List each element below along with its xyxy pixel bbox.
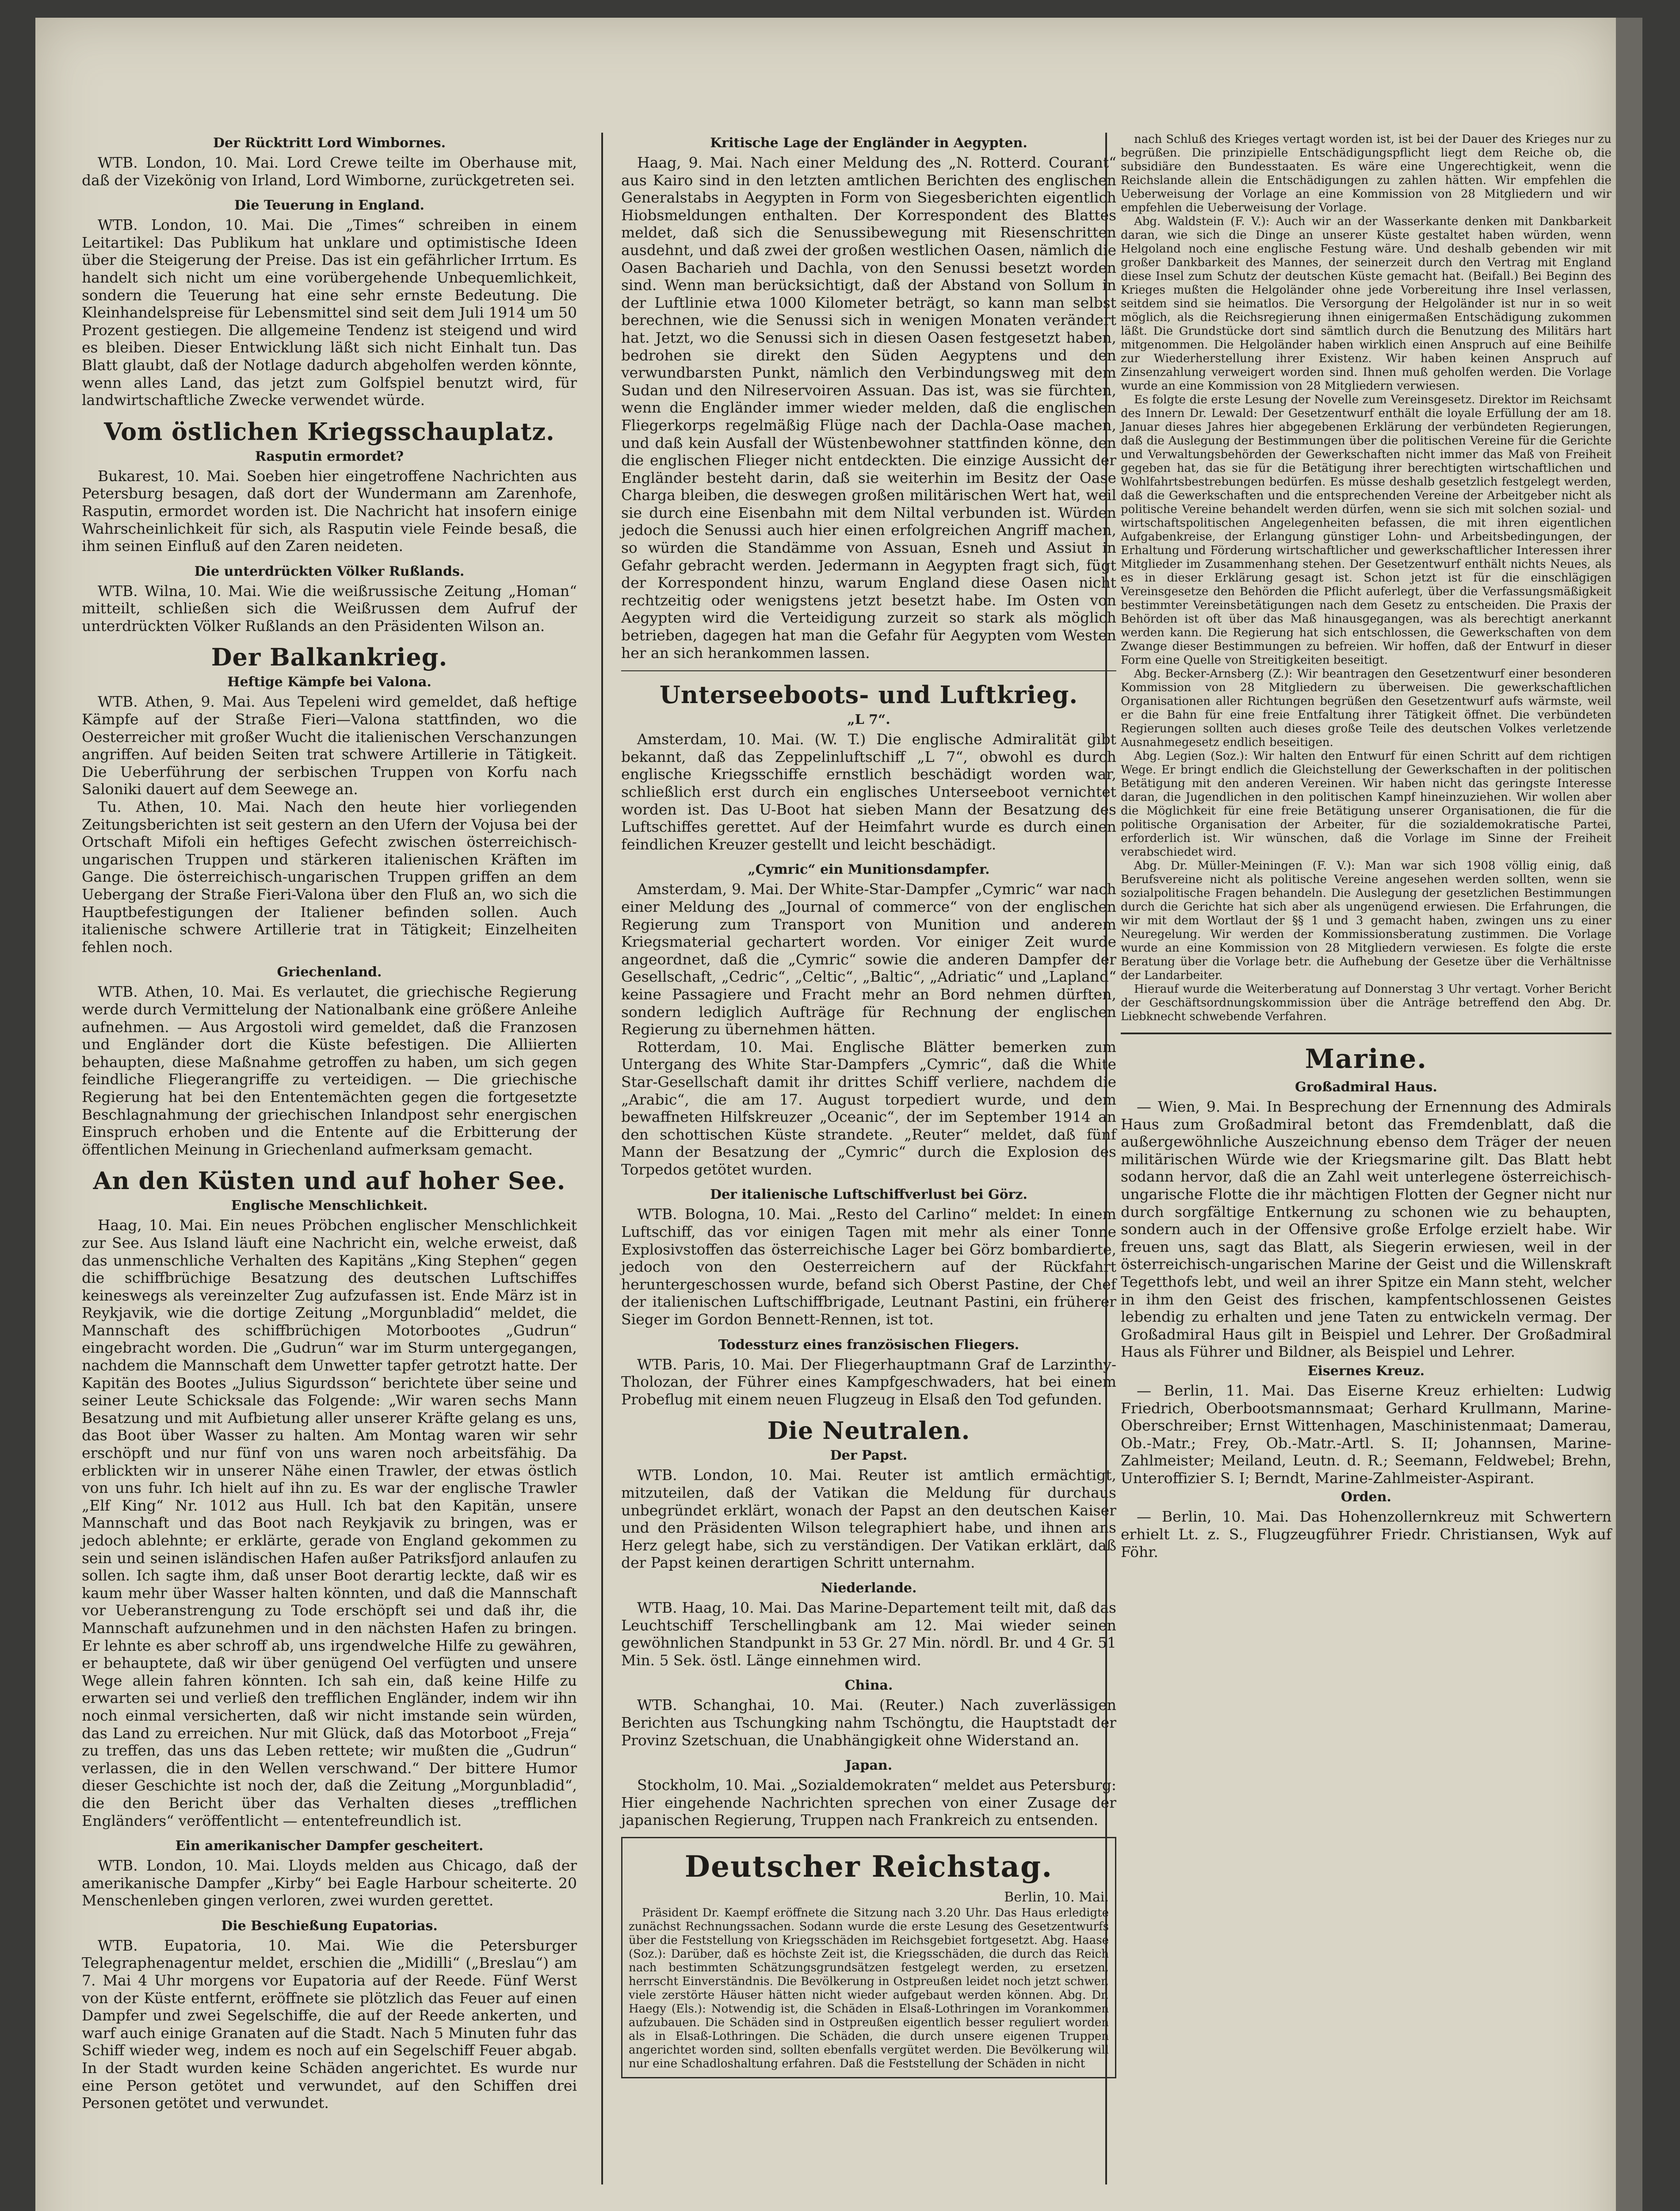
article-text: — Wien, 9. Mai. In Besprechung der Ernennung des Admirals Haus zum Großadmiral betont das Fremdenblatt, daß die außergewöhnliche Auszeichnung ebenso dem Träger der neuen militärischen Würde wie der Kriegsmarine gilt. Das Blatt hebt sodann hervor, daß die an Zahl weit unterlegene österreichisch-ungarische Flotte die ihr mächtigen Flotten der Gegner nicht nur durch sorgfältige Entkernung zu schonen wie zu behaupten, sondern auch in der Offensive große Erfolge erzielt habe. Wir freuen uns, sagt das Blatt, als Siegerin erwiesen, weil in der österreichisch-ungarischen Marine der Geist und die Willenskraft Tegetthofs lebt, und weil an ihrer Spitze ein Mann steht, welcher in ihm den Geist des frischen, kampfentschlossenen Geistes lebendig zu erhalten und jene Taten zu entwickeln vermag. Der Großadmiral Haus gilt in Beispiel und Lehrer. Der Großadmiral Haus als Führer und Bildner, als Beispiel und Lehrer. <box>1121 1098 1611 1361</box>
article-text: Haag, 9. Mai. Nach einer Meldung des „N. Rotterd. Courant“ aus Kairo sind in den letzten amtlichen Berichten des englischen Generalstabs in Aegypten in Form von Siegesberichten eigentlich Hiobsmeldungen enthalten. Der Korrespondent des Blattes meldet, daß sich die Senussibewegung mit Riesenschritten ausdehnt, und daß zwei der großen westlichen Oasen, nämlich die Oasen Bacharieh und Dachla, von den Senussi besetzt worden sind. Wenn man berücksichtigt, daß der Abstand von Sollum in der Luftlinie etwa 1000 Kilometer beträgt, so kann man selbst berechnen, wie die Senussi sich in wenigen Monaten verändert hat. Jetzt, wo die Senussi sich in diesen Oasen festgesetzt haben, bedrohen sie direkt den Süden Aegyptens und den verwundbarsten Punkt, nämlich den Verbindungsweg mit dem Sudan und den Nilreservoiren Assuan. Das ist, was sie fürchten, wenn die Engländer immer wieder melden, daß die englischen Fliegerkorps regelmäßig Flüge nach der Dachla-Oase machen, und daß kein Ausfall der Wüstenbewohner stattfinden könne, den die englischen Flieger nicht entdeckten. Die einzige Aussicht der Engländer besteht darin, daß sie weiterhin im Besitz der Oase Charga bleiben, die deswegen großen militärischen Wert hat, weil sie durch eine Eisenbahn mit dem Niltal verbunden ist. Würden jedoch die Senussi auch hier einen erfolgreichen Angriff machen, so würden die Standämme von Assuan, Esneh und Assiut in Gefahr gebracht werden. Jedermann in Aegypten fragt sich, fügt der Korrespondent hinzu, warum England diese Oasen nicht rechtzeitig oder wenigstens jetzt besetzt habe. Im Osten von Aegypten wird die Verteidigung zurzeit so stark als möglich betrieben, dagegen hat man die Gefahr für Aegypten vom Westen her an sich herankommen lassen. <box>621 154 1116 662</box>
column-divider-1 <box>601 133 603 2184</box>
headline: Die Teuerung in England. <box>234 198 425 214</box>
article-flieger <box>621 1336 1116 1408</box>
article-text: WTB. Athen, 9. Mai. Aus Tepeleni wird gemeldet, daß heftige Kämpfe auf der Straße Fieri—Valona stattfinden, wo die Oesterreicher mit großer Wucht die italienischen Verschanzungen angriffen. Auf beiden Seiten trat schwere Artillerie in Tätigkeit. Die Ueberführung der serbischen Truppen von Korfu nach Saloniki dauert auf dem Seewege an. <box>82 693 577 798</box>
article-text: WTB. London, 10. Mai. Die „Times“ schreiben in einem Leitartikel: Das Publikum hat unklare und optimistische Ideen über die Steigerung der Preise. Das ist ein gefährlicher Irrtum. Es handelt sich nicht um eine vorübergehende Unbequemlichkeit, sondern die Teuerung hat eine sehr ernste Bedeutung. Die Kleinhandelspreise für Lebensmittel sind seit dem Juli 1914 um 50 Prozent gestiegen. Die allgemeine Tendenz ist steigend und wird es bleiben. Dieser Entwicklung läßt sich nicht Einhalt tun. Das Blatt glaubt, daß der Notlage dadurch abgeholfen werden könnte, wenn alles Land, das jetzt zum Golfspiel benutzt wird, für landwirtschaftliche Zwecke verwendet würde. <box>82 216 577 409</box>
headline: Die unterdrückten Völker Rußlands. <box>194 563 465 579</box>
reichstag-continued: Abg. Waldstein (F. V.): Auch wir an der Wasserkante denken mit Dankbarkeit daran, wie sich die Dinge an unserer Küste gestaltet haben würden, wenn Helgoland noch eine englische Festung wäre. Und deshalb gebenden wir mit großer Dankbarkeit des Mannes, der seinerzeit durch den Vertrag mit England diese Insel zum Schutz der deutschen Küste gemacht hat. (Beifall.) Bei Beginn des Krieges mußten die Helgoländer ohne jede Vorbereitung ihre Insel verlassen, seitdem sind sie heimatlos. Die Versorgung der Helgoländer ist nur in so weit möglich, als die Reichsregierung ihnen einigermaßen Entschädigung zukommen läßt. Die Grundstücke dort sind sämtlich durch die Benutzung des Militärs hart mitgenommen. Die Helgoländer haben wirklich einen Anspruch auf eine Beihilfe zur Wiederherstellung ihrer Existenz. Wir haben keinen Anspruch auf Zinsenzahlung verweigert worden sind. Ihnen muß geholfen werden. Die Vorlage wurde an eine Kommission von 28 Mitgliedern verwiesen. <box>1121 215 1611 393</box>
article-eupatoria <box>82 1917 577 2112</box>
article-text: WTB. London, 10. Mai. Lloyds melden aus Chicago, daß der amerikanische Dampfer „Kirby“ bei Eagle Harbour scheiterte. 20 Menschenleben gingen verloren, zwei wurden gerettet. <box>82 1857 577 1909</box>
article-text: WTB. London, 10. Mai. Reuter ist amtlich ermächtigt, mitzuteilen, daß der Vatikan die Meldung für durchaus unbegründet erklärt, wonach der Papst an den deutschen Kaiser und den Präsidenten Wilson telegraphiert habe, und ihnen ans Herz gelegt habe, sich zu verständigen. Der Vatikan erklärt, daß der Papst keinen derartigen Schritt unternahm. <box>621 1466 1116 1572</box>
article-aegypten <box>621 134 1116 662</box>
headline: China. <box>844 1678 893 1694</box>
article-russland <box>82 563 577 635</box>
headline: Todessturz eines französischen Fliegers. <box>718 1337 1019 1353</box>
article-text: WTB. Haag, 10. Mai. Das Marine-Departement teilt mit, daß das Leuchtschiff Terschellingbank am 12. Mai wieder seinen gewöhnlichen Standpunkt in 53 Gr. 27 Min. nördl. Br. und 4 Gr. 51 Min. 5 Sek. östl. Länge einnehmen wird. <box>621 1599 1116 1669</box>
reichstag-box <box>621 1837 1116 2078</box>
headline: Rasputin ermordet? <box>255 448 404 464</box>
article-text: Bukarest, 10. Mai. Soeben hier eingetroffene Nachrichten aus Petersburg besagen, daß dort der Wundermann am Zarenhofe, Rasputin, ermordet worden ist. Die Nachricht hat insofern einige Wahrscheinlichkeit für sich, als Rasputin viele Feinde besaß, die ihm seinen Einfluß auf den Zaren neideten. <box>82 467 577 555</box>
headline: Heftige Kämpfe bei Valona. <box>227 674 431 690</box>
headline: „L 7“. <box>847 712 890 728</box>
headline: Die Beschießung Eupatorias. <box>221 1918 438 1934</box>
article-text: Amsterdam, 10. Mai. (W. T.) Die englische Admiralität gibt bekannt, daß das Zeppelinluftschiff „L 7“, obwohl es durch englische Kriegsschiffe ernstlich beschädigt worden war, schließlich erst durch ein englisches Unterseeboot vernichtet worden ist. Das U-Boot hat sieben Mann der Besatzung des Luftschiffes gerettet. Auf der Heimfahrt wurde es durch einen feindlichen Kreuzer gestellt und leicht beschädigt. <box>621 731 1116 853</box>
article-text: — Berlin, 10. Mai. Das Hohenzollernkreuz mit Schwertern erhielt Lt. z. S., Flugzeugführer Friedr. Christiansen, Wyk auf Föhr. <box>1121 1508 1611 1561</box>
article-text: WTB. London, 10. Mai. Lord Crewe teilte im Oberhause mit, daß der Vizekönig von Irland, Lord Wimborne, zurückgetreten sei. <box>82 154 577 189</box>
article-niederlande <box>621 1580 1116 1669</box>
article-text: Stockholm, 10. Mai. „Sozialdemokraten“ meldet aus Petersburg: Hier eingehende Nachrichten sprechen von einer Zusage der japanischen Regierung, Truppen nach Frankreich zu entsenden. <box>621 1776 1116 1829</box>
section-heading: Marine. <box>1305 1044 1428 1075</box>
article-griechenland <box>82 964 577 1158</box>
headline: Niederlande. <box>821 1580 917 1596</box>
reichstag-continued: Es folgte die erste Lesung der Novelle zum Vereinsgesetz. Direktor im Reichsamt des Innern Dr. Lewald: Der Gesetzentwurf enthält die loyale Erfüllung der am 18. Januar dieses Jahres hier abgegebenen Erklärung der verbündeten Regierungen, daß die Auslegung der Bestimmungen über die politischen Vereine für die Gerichte und Verwaltungsbehörden der Gewerkschaften nicht immer das Maß von Freiheit gegeben hat, das sie für die Betätigung ihrer berechtigten wirtschaftlichen und Wohlfahrtsbestrebungen bedürfen. Es müsse deshalb gesetzlich festgelegt werden, daß die Gewerkschaften und die entsprechenden Vereine der Arbeitgeber nicht als politische Vereine behandelt werden dürfen, wenn sie sich mit solchen sozial- und wirtschaftspolitischen Angelegenheiten befassen, die mit ihren eigentlichen Aufgabenkreise, der Erlangung günstiger Lohn- und Arbeitsbedingungen, der Erhaltung und Förderung wirtschaftlicher und gewerkschaftlicher Interessen ihrer Mitglieder im Zusammenhang stehen. Der Gesetzentwurf enthält nichts Neues, als es in dieser Erklärung gesagt ist. Schon jetzt ist für die einschlägigen Vereinsgesetze den Behörden die Pflicht auferlegt, über die Verfassungsmäßigkeit bestimmter Vereinsbetätigungen nach dem Gesetz zu entscheiden. Die Praxis der Behörden ist oft über das Maß hinausgegangen, was als berechtigt anerkannt werden kann. Die Regierung hat sich entschlossen, die Gewerkschaften von dem Zwange dieser Bestimmungen zu befreien. Wir hoffen, daß der Entwurf in dieser Form eine Quelle von Streitigkeiten beseitigt. <box>1121 393 1611 667</box>
column-2 <box>621 133 1116 2078</box>
article-teuerung <box>82 197 577 409</box>
headline: Englische Menschlichkeit. <box>231 1198 428 1214</box>
article-text: WTB. Bologna, 10. Mai. „Resto del Carlino“ meldet: In einem Luftschiff, das vor einigen Tagen mit mehr als einer Tonne Explosivstoffen das österreichische Lager bei Görz bombardierte, jedoch von den Oesterreichern auf der Rückfahrt heruntergeschossen wurde, befand sich Oberst Pastine, der Chef der italienischen Luftschiffbrigade, Leutnant Pastini, ein früherer Sieger im Gordon Bennett-Rennen, ist tot. <box>621 1205 1116 1328</box>
reichstag-continued: nach Schluß des Krieges vertagt worden ist, ist bei der Dauer des Krieges nur zu begrüßen. Die prinzipielle Entschädigungspflicht liegt dem Reiche ob, die subsidiäre den Bundesstaaten. Es wäre eine Ungerechtigkeit, wenn die Reichslande allein die Entschädigungen zu zahlen hätten. Wir empfehlen die Ueberweisung der Vorlage an eine Kommission von 28 Mitgliedern und wir empfehlen die Ueberweisung der Vorlage. <box>1121 133 1611 214</box>
article-luftkrieg <box>621 680 1116 853</box>
article-text: WTB. Eupatoria, 10. Mai. Wie die Petersburger Telegraphenagentur meldet, erschien die „Midilli“ („Breslau“) am 7. Mai 4 Uhr morgens vor Eupatoria auf der Reede. Fünf Werst von der Küste entfernt, eröffnete sie plötzlich das Feuer auf einen Dampfer und zwei Segelschiffe, die auf der Reede ankerten, und warf auch einige Granaten auf die Stadt. Nach 5 Minuten fuhr das Schiff wieder weg, indem es noch auf ein Segelschiff Feuer abgab. In der Stadt wurden keine Schäden angerichtet. Es wurde nur eine Person getötet und verwundet, auf den Schiffen drei Personen getötet und verwundet. <box>82 1936 577 2112</box>
article-text: WTB. Schanghai, 10. Mai. (Reuter.) Nach zuverlässigen Berichten aus Tschungking nahm Tschöngtu, die Hauptstadt der Provinz Szetschuan, die Unabhängigkeit ohne Widerstand an. <box>621 1696 1116 1749</box>
headline: Der Rücktritt Lord Wimbornes. <box>213 135 446 151</box>
article-text: Haag, 10. Mai. Ein neues Pröbchen englischer Menschlichkeit zur See. Aus Island läuft eine Nachricht ein, welche erweist, daß das unmenschliche Verhalten des Kapitäns „King Stephen“ gegen die schiffbrüchige Besatzung des deutschen Luftschiffes keineswegs als vereinzelter Zug aufzufassen ist. Ende März ist in Reykjavik, wie die dortige Zeitung „Morgunbladid“ meldet, die Mannschaft des schiffbrüchigen Motorbootes „Gudrun“ eingebracht worden. Die „Gudrun“ war im Sturm untergegangen, nachdem die Mannschaft dem Unwetter tapfer getrotzt hatte. Der Kapitän des Bootes „Julius Sigurdsson“ berichtete über seine und seiner Leute Schicksale das Folgende: „Wir waren sechs Mann Besatzung und mit Aufbietung aller unserer Kräfte gelang es uns, das Boot über Wasser zu halten. Am Montag waren wir sehr erschöpft und nur fünf von uns waren noch arbeitsfähig. Da erblickten wir in unserer Nähe einen Trawler, der etwas östlich von uns fuhr. Ich hielt auf ihn zu. Es war der englische Trawler „Elf King“ Nr. 1012 aus Hull. Ich bat den Kapitän, unsere Mannschaft und das Boot nach Reykjavik zu bringen, was er jedoch ablehnte; er erklärte, gerade von England gekommen zu sein und seinen isländischen Hafen außer Patriksfjord anlaufen zu sollen. Ich sagte ihm, daß unser Boot derartig leckte, daß wir es kaum mehr über Wasser halten könnten, und daß die Mannschaft vor Ueberanstrengung zu Tode erschöpft sei und daß ihr, die Mannschaft aufzunehmen und in den nächsten Hafen zu bringen. Er lehnte es aber schroff ab, uns irgendwelche Hilfe zu gewähren, er behauptete, daß wir über genügend Oel verfügten und unsere Wege allein fahren könnten. Ich sah ein, daß keine Hilfe zu erwarten sei und verließ den trefflichen Engländer, indem wir ihn noch einmal versicherten, daß wir nicht imstande sein würden, das Land zu erreichen. Nur mit Glück, daß das Motorboot „Freja“ zu treffen, das uns das Leben rettete; wir mußten die „Gudrun“ verlassen, die in den Wellen verschwand.“ Der bittere Humor dieser Geschichte ist noch der, daß die Zeitung „Morgunbladid“, die den Bericht über das Verhalten dieses „trefflichen Engländers“ veröffentlicht — ententefreundlich ist. <box>82 1216 577 1829</box>
headline: „Cymric“ ein Munitionsdampfer. <box>748 862 990 878</box>
dateline: Berlin, 10. Mai. <box>1004 1889 1109 1905</box>
section-heading: Der Balkankrieg. <box>211 643 448 672</box>
article-neutrale <box>621 1416 1116 1572</box>
section-heading: An den Küsten und auf hoher See. <box>93 1167 566 1195</box>
article-cymric <box>621 861 1116 1178</box>
article-japan <box>621 1757 1116 1829</box>
column-3 <box>1121 133 1611 1568</box>
headline: Griechenland. <box>277 964 382 980</box>
article-text: WTB. Paris, 10. Mai. Der Fliegerhauptmann Graf de Larzinthy-Tholozan, der Führer eines Kampfgeschwaders, hat bei einem Probeflug mit einem neuen Flugzeug in Elsaß den Tod gefunden. <box>621 1355 1116 1408</box>
article-balkan <box>82 643 577 956</box>
article-text: Tu. Athen, 10. Mai. Nach den heute hier vorliegenden Zeitungsberichten ist seit gestern an den Ufern der Vojusa bei der Ortschaft Mifoli ein heftiges Gefecht zwischen österreichisch-ungarischen Truppen und stärkeren italienischen Kräften im Gange. Die österreichisch-ungarischen Truppen griffen an dem Uebergang der Straße Fieri-Valona über den Fluß an, wo sich die Hauptbefestigungen der Italiener befinden sollen. Auch italienische schwere Artillerie trat in Tätigkeit; Einzelheiten fehlen noch. <box>82 798 577 956</box>
section-heading: Die Neutralen. <box>767 1416 970 1445</box>
article-text: Rotterdam, 10. Mai. Englische Blätter bemerken zum Untergang des White Star-Dampfers „Cymric“, daß die White Star-Gesellschaft damit ihr drittes Schiff verliere, nachdem die „Arabic“, die am 17. August torpediert wurde, und dem bewaffneten Hilfskreuzer „Oceanic“, der im September 1914 an den schottischen Küste strandete. „Reuter“ meldet, daß fünf Mann der Besatzung der „Cymric“ durch die Explosion des Torpedos getötet wurden. <box>621 1038 1116 1178</box>
headline: Orden. <box>1340 1489 1392 1505</box>
reichstag-text: Präsident Dr. Kaempf eröffnete die Sitzung nach 3.20 Uhr. Das Haus erledigte zunächst Rechnungssachen. Sodann wurde die erste Lesung des Gesetzentwurfs über die Feststellung von Kriegsschäden im Reichsgebiet fortgesetzt. Abg. Haase (Soz.): Darüber, daß es höchste Zeit ist, die Kriegsschäden, die durch das Reich nach bestimmten Schätzungsgrundsätzen festgelegt werden, zu ersetzen, herrscht Einverständnis. Die Bevölkerung in Ostpreußen leidet noch jetzt schwer, viele zerstörte Häuser hätten nicht wieder aufgebaut werden können. Abg. Dr. Haegy (Els.): Notwendig ist, die Schäden in Elsaß-Lothringen im Vorankommen aufzubauen. Die Schäden sind in Ostpreußen eigentlich besser reguliert worden als in Elsaß-Lothringen. Die Schäden, die durch unsere eigenen Truppen angerichtet worden sind, sollten ebenfalls vergütet werden. Die Bevölkerung will nur eine Schadloshaltung erfahren. Daß die Feststellung der Schäden in nicht <box>629 1906 1109 2070</box>
headline: Eisernes Kreuz. <box>1307 1363 1425 1379</box>
page-edge-shadow <box>1616 18 1642 2211</box>
reichstag-continued: Abg. Legien (Soz.): Wir halten den Entwurf für einen Schritt auf dem richtigen Wege. Er bringt endlich die Gleichstellung der Gewerkschaften in der politischen Betätigung mit den anderen Vereinen. Wir haben nicht das geringste Interesse daran, die Jugendlichen in den politischen Kampf hineinzuziehen. Wir wollen aber die Möglichkeit für eine freie Betätigung unserer Organisationen, die für die politische Organisation der Arbeiter, für die sozialdemokratische Partei, erforderlich ist. Wir wünschen, daß die Vorlage im Sinne der Freiheit verabschiedet wird. <box>1121 750 1611 859</box>
headline: Ein amerikanischer Dampfer gescheitert. <box>175 1838 484 1854</box>
section-heading: Unterseeboots- und Luftkrieg. <box>659 681 1078 709</box>
headline: Der italienische Luftschiffverlust bei Görz. <box>710 1187 1027 1203</box>
column-1 <box>82 133 577 2120</box>
reichstag-continued: Abg. Becker-Arnsberg (Z.): Wir beantragen den Gesetzentwurf einer besonderen Kommission von 28 Mitgliedern zu überweisen. Die gewerkschaftlichen Organisationen aller Richtungen begrüßen den Gesetzentwurf aufs wärmste, weil er die Bahn für eine freie Entfaltung ihrer Tätigkeit öffnet. Die verbündeten Regierungen sollten auch dieses große Teile des deutschen Volkes verletzende Ausnahmegesetz endlich beseitigen. <box>1121 667 1611 749</box>
article-china <box>621 1677 1116 1749</box>
article-see <box>82 1166 577 1829</box>
headline: Großadmiral Haus. <box>1295 1079 1437 1095</box>
article-goerz <box>621 1186 1116 1328</box>
reichstag-continued: Hierauf wurde die Weiterberatung auf Donnerstag 3 Uhr vertagt. Vorher Bericht der Geschäftsordnungskommission über die Anträge betreffend den Abg. Dr. Liebknecht schwebende Verfahren. <box>1121 983 1611 1023</box>
divider <box>1121 1033 1611 1034</box>
article-text: Amsterdam, 9. Mai. Der White-Star-Dampfer „Cymric“ war nach einer Meldung des „Journal of commerce“ von der englischen Regierung zum Transport von Munition und anderem Kriegsmaterial gechartert worden. Vor einiger Zeit wurde angeordnet, daß die „Cymric“ sowie die anderen Dampfer der Gesellschaft, „Cedric“, „Celtic“, „Baltic“, „Adriatic“ und „Lapland“ keine Passagiere und Fracht mehr an Bord nehmen dürften, sondern lediglich Aufträge für Rechnung der englischen Regierung zu übernehmen hätten. <box>621 880 1116 1038</box>
headline: Japan. <box>845 1758 893 1774</box>
headline: Kritische Lage der Engländer in Aegypten. <box>710 135 1027 151</box>
reichstag-title: Deutscher Reichstag. <box>684 1849 1053 1884</box>
article-dampfer <box>82 1837 577 1909</box>
article-text: WTB. Athen, 10. Mai. Es verlautet, die griechische Regierung werde durch Vermittelung der Nationalbank eine größere Anleihe aufnehmen. — Aus Argostoli wird gemeldet, daß die Franzosen und Engländer dort die Küste befestigen. Die Alliierten behaupten, diese Maßnahme getroffen zu haben, um sich gegen feindliche Fliegerangriffe zu verteidigen. — Die griechische Regierung hat bei den Ententemächten gegen die fortgesetzte Beschlagnahmung der griechischen Inlandpost sehr energischen Einspruch erhoben und die Entente auf die Erbitterung der öffentlichen Meinung in Griechenland aufmerksam gemacht. <box>82 983 577 1158</box>
headline: Der Papst. <box>830 1448 908 1464</box>
article-rasputin <box>82 417 577 555</box>
divider <box>621 670 1116 671</box>
article-text: — Berlin, 11. Mai. Das Eiserne Kreuz erhielten: Ludwig Friedrich, Oberbootsmannsmaat; Gerhard Krullmann, Marine-Oberschreiber; Ernst Wittenhagen, Maschinistenmaat; Damerau, Ob.-Matr.; Frey, Ob.-Matr.-Artl. S. II; Johannsen, Marine-Zahlmeister; Meiland, Leutn. d. R.; Seemann, Feldwebel; Brehn, Unteroffizier S. I; Berndt, Marine-Zahlmeister-Aspirant. <box>1121 1381 1611 1487</box>
article-wimborne <box>82 134 577 189</box>
article-marine <box>1121 1043 1611 1561</box>
section-heading: Vom östlichen Kriegsschauplatz. <box>104 417 555 446</box>
reichstag-continued: Abg. Dr. Müller-Meiningen (F. V.): Man war sich 1908 völlig einig, daß Berufsvereine nicht als politische Vereine angesehen werden sollten, wenn sie sozialpolitische Fragen behandeln. Die Auslegung der gesetzlichen Bestimmungen durch die Gerichte hat sich aber als ungenügend erwiesen. Die Erfahrungen, die wir mit dem Wortlaut der §§ 1 und 3 gemacht haben, zwingen uns zu einer Neuregelung. Wir werden der Kommissionsberatung zustimmen. Die Vorlage wurde an eine Kommission von 28 Mitgliedern verwiesen. Es folgte die erste Beratung über die Vorlage betr. die Aufhebung der Gesetze über die Verhältnisse der Landarbeiter. <box>1121 859 1611 982</box>
article-text: WTB. Wilna, 10. Mai. Wie die weißrussische Zeitung „Homan“ mitteilt, schließen sich die Weißrussen dem Aufruf der unterdrückten Völker Rußlands an den Präsidenten Wilson an. <box>82 582 577 635</box>
